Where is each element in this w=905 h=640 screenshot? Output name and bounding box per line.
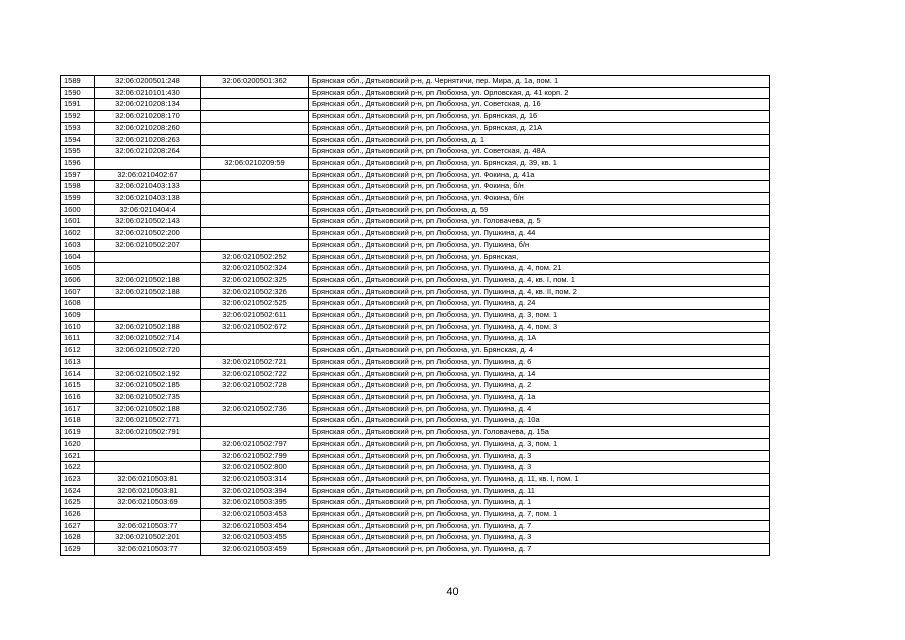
row-number: 1602	[61, 228, 95, 240]
address-cell: Брянская обл., Дятьковский р-н, д. Чернятичи, пер. Мира, д. 1а, пом. 1	[309, 76, 770, 88]
land-cadastral-number: 32:06:0210502:188	[95, 403, 201, 415]
row-number: 1622	[61, 462, 95, 474]
object-cadastral-number	[201, 122, 309, 134]
address-cell: Брянская обл., Дятьковский р-н, рп Любохна, ул. Пушкина, д. 2	[309, 380, 770, 392]
land-cadastral-number: 32:06:0210503:69	[95, 497, 201, 509]
object-cadastral-number: 32:06:0210502:611	[201, 310, 309, 322]
table-row	[61, 345, 770, 357]
address-cell: Брянская обл., Дятьковский р-н, рп Любохна, ул. Пушкина, д. 24	[309, 298, 770, 310]
row-number: 1596	[61, 157, 95, 169]
address-cell: Брянская обл., Дятьковский р-н, рп Любохна, ул. Пушкина, д. 3	[309, 462, 770, 474]
row-number: 1627	[61, 520, 95, 532]
address-cell: Брянская обл., Дятьковский р-н, рп Любохна, ул. Орловская, д. 41 корп. 2	[309, 87, 770, 99]
address-cell: Брянская обл., Дятьковский р-н, рп Любохна, ул. Брянская, д. 39, кв. 1	[309, 157, 770, 169]
land-cadastral-number: 32:06:0210503:77	[95, 544, 201, 556]
row-number: 1619	[61, 427, 95, 439]
address-cell: Брянская обл., Дятьковский р-н, рп Любохна, д. 1	[309, 134, 770, 146]
address-cell: Брянская обл., Дятьковский р-н, рп Любохна, ул. Пушкина, б/н	[309, 239, 770, 251]
address-cell: Брянская обл., Дятьковский р-н, рп Любохна, ул. Пушкина, д. 1	[309, 497, 770, 509]
object-cadastral-number	[201, 87, 309, 99]
land-cadastral-number: 32:06:0210208:264	[95, 146, 201, 158]
address-cell: Брянская обл., Дятьковский р-н, рп Любохна, ул. Пушкина, д. 4, кв. I, пом. 1	[309, 274, 770, 286]
address-cell: Брянская обл., Дятьковский р-н, рп Любохна, ул. Советская, д. 48А	[309, 146, 770, 158]
object-cadastral-number: 32:06:0210503:453	[201, 509, 309, 521]
address-cell: Брянская обл., Дятьковский р-н, рп Любохна, ул. Пушкина, д. 7	[309, 520, 770, 532]
table-row	[61, 286, 770, 298]
table-row	[61, 134, 770, 146]
object-cadastral-number	[201, 204, 309, 216]
address-cell: Брянская обл., Дятьковский р-н, рп Любохна, ул. Пушкина, д. 4	[309, 403, 770, 415]
land-cadastral-number: 32:06:0210502:791	[95, 427, 201, 439]
object-cadastral-number	[201, 239, 309, 251]
land-cadastral-number: 32:06:0210208:134	[95, 99, 201, 111]
object-cadastral-number: 32:06:0210502:324	[201, 263, 309, 275]
address-cell: Брянская обл., Дятьковский р-н, рп Любохна, ул. Пушкина, д. 4, пом. 3	[309, 321, 770, 333]
land-cadastral-number	[95, 263, 201, 275]
row-number: 1606	[61, 274, 95, 286]
row-number: 1623	[61, 473, 95, 485]
object-cadastral-number	[201, 427, 309, 439]
object-cadastral-number	[201, 228, 309, 240]
land-cadastral-number: 32:06:0210502:188	[95, 321, 201, 333]
table-row	[61, 403, 770, 415]
address-cell: Брянская обл., Дятьковский р-н, рп Любохна, ул. Пушкина, д. 11	[309, 485, 770, 497]
row-number: 1620	[61, 438, 95, 450]
land-cadastral-number	[95, 298, 201, 310]
row-number: 1599	[61, 193, 95, 205]
address-cell: Брянская обл., Дятьковский р-н, рп Любохна, ул. Фокина, б/н	[309, 193, 770, 205]
address-cell: Брянская обл., Дятьковский р-н, рп Любохна, ул. Пушкина, д. 7, пом. 1	[309, 509, 770, 521]
table-row	[61, 450, 770, 462]
table-row	[61, 509, 770, 521]
object-cadastral-number: 32:06:0210503:455	[201, 532, 309, 544]
row-number: 1616	[61, 391, 95, 403]
land-cadastral-number: 32:06:0210502:714	[95, 333, 201, 345]
address-cell: Брянская обл., Дятьковский р-н, рп Любохна, ул. Брянская, д. 16	[309, 111, 770, 123]
land-cadastral-number: 32:06:0210403:133	[95, 181, 201, 193]
row-number: 1598	[61, 181, 95, 193]
row-number: 1605	[61, 263, 95, 275]
object-cadastral-number: 32:06:0210502:722	[201, 368, 309, 380]
address-cell: Брянская обл., Дятьковский р-н, рп Любохна, ул. Головачева, д. 15а	[309, 427, 770, 439]
object-cadastral-number: 32:06:0210502:736	[201, 403, 309, 415]
object-cadastral-number	[201, 111, 309, 123]
address-cell: Брянская обл., Дятьковский р-н, рп Любохна, ул. Пушкина, д. 1а	[309, 391, 770, 403]
row-number: 1610	[61, 321, 95, 333]
object-cadastral-number: 32:06:0210503:395	[201, 497, 309, 509]
row-number: 1625	[61, 497, 95, 509]
table-row	[61, 520, 770, 532]
land-cadastral-number: 32:06:0210502:188	[95, 286, 201, 298]
object-cadastral-number	[201, 193, 309, 205]
row-number: 1614	[61, 368, 95, 380]
table-row	[61, 228, 770, 240]
land-cadastral-number	[95, 310, 201, 322]
object-cadastral-number	[201, 415, 309, 427]
land-cadastral-number: 32:06:0210502:143	[95, 216, 201, 228]
table-row	[61, 438, 770, 450]
address-cell: Брянская обл., Дятьковский р-н, рп Любохна, д. 59	[309, 204, 770, 216]
land-cadastral-number: 32:06:0210502:201	[95, 532, 201, 544]
address-cell: Брянская обл., Дятьковский р-н, рп Любохна, ул. Советская, д. 16	[309, 99, 770, 111]
row-number: 1615	[61, 380, 95, 392]
land-cadastral-number	[95, 438, 201, 450]
row-number: 1607	[61, 286, 95, 298]
object-cadastral-number: 32:06:0210503:459	[201, 544, 309, 556]
land-cadastral-number: 32:06:0210403:138	[95, 193, 201, 205]
address-cell: Брянская обл., Дятьковский р-н, рп Любохна, ул. Пушкина, д. 11, кв. I, пом. 1	[309, 473, 770, 485]
land-cadastral-number: 32:06:0200501:248	[95, 76, 201, 88]
address-cell: Брянская обл., Дятьковский р-н, рп Любохна, ул. Пушкина, д. 3	[309, 450, 770, 462]
row-number: 1601	[61, 216, 95, 228]
table-row	[61, 380, 770, 392]
row-number: 1626	[61, 509, 95, 521]
address-cell: Брянская обл., Дятьковский р-н, рп Любохна, ул. Брянская, д. 21А	[309, 122, 770, 134]
table-row	[61, 216, 770, 228]
row-number: 1611	[61, 333, 95, 345]
table-row	[61, 157, 770, 169]
table-row	[61, 544, 770, 556]
object-cadastral-number	[201, 345, 309, 357]
table-row	[61, 391, 770, 403]
land-cadastral-number	[95, 157, 201, 169]
table-row	[61, 204, 770, 216]
land-cadastral-number: 32:06:0210502:200	[95, 228, 201, 240]
object-cadastral-number: 32:06:0210502:525	[201, 298, 309, 310]
object-cadastral-number	[201, 216, 309, 228]
row-number: 1629	[61, 544, 95, 556]
address-cell: Брянская обл., Дятьковский р-н, рп Любохна, ул. Пушкина, д. 3, пом. 1	[309, 310, 770, 322]
row-number: 1595	[61, 146, 95, 158]
land-cadastral-number: 32:06:0210101:430	[95, 87, 201, 99]
address-cell: Брянская обл., Дятьковский р-н, рп Любохна, ул. Пушкина, д. 3, пом. 1	[309, 438, 770, 450]
land-cadastral-number	[95, 462, 201, 474]
object-cadastral-number	[201, 391, 309, 403]
address-cell: Брянская обл., Дятьковский р-н, рп Любохна, ул. Пушкина, д. 1А	[309, 333, 770, 345]
table-row	[61, 321, 770, 333]
land-cadastral-number: 32:06:0210502:188	[95, 274, 201, 286]
table-row	[61, 146, 770, 158]
table-row	[61, 427, 770, 439]
row-number: 1590	[61, 87, 95, 99]
object-cadastral-number: 32:06:0210502:721	[201, 356, 309, 368]
row-number: 1613	[61, 356, 95, 368]
land-cadastral-number	[95, 509, 201, 521]
row-number: 1591	[61, 99, 95, 111]
object-cadastral-number: 32:06:0210502:326	[201, 286, 309, 298]
object-cadastral-number	[201, 181, 309, 193]
land-cadastral-number: 32:06:0210503:81	[95, 485, 201, 497]
address-cell: Брянская обл., Дятьковский р-н, рп Любохна, ул. Головачева, д. 5	[309, 216, 770, 228]
table-row	[61, 485, 770, 497]
table-row	[61, 87, 770, 99]
table-row	[61, 274, 770, 286]
row-number: 1624	[61, 485, 95, 497]
table-row	[61, 193, 770, 205]
row-number: 1618	[61, 415, 95, 427]
land-cadastral-number	[95, 356, 201, 368]
table-row	[61, 251, 770, 263]
table-row	[61, 239, 770, 251]
object-cadastral-number: 32:06:0210209:59	[201, 157, 309, 169]
object-cadastral-number: 32:06:0210502:672	[201, 321, 309, 333]
table-row	[61, 415, 770, 427]
address-cell: Брянская обл., Дятьковский р-н, рп Любохна, ул. Пушкина, д. 3	[309, 532, 770, 544]
object-cadastral-number: 32:06:0210502:800	[201, 462, 309, 474]
land-cadastral-number: 32:06:0210404:4	[95, 204, 201, 216]
table-body	[61, 76, 770, 556]
object-cadastral-number: 32:06:0210502:797	[201, 438, 309, 450]
row-number: 1594	[61, 134, 95, 146]
object-cadastral-number	[201, 169, 309, 181]
address-cell: Брянская обл., Дятьковский р-н, рп Любохна, ул. Пушкина, д. 44	[309, 228, 770, 240]
row-number: 1592	[61, 111, 95, 123]
table-row	[61, 368, 770, 380]
object-cadastral-number	[201, 99, 309, 111]
object-cadastral-number: 32:06:0210503:314	[201, 473, 309, 485]
object-cadastral-number: 32:06:0210502:325	[201, 274, 309, 286]
address-cell: Брянская обл., Дятьковский р-н, рп Любохна, ул. Пушкина, д. 4, пом. 21	[309, 263, 770, 275]
address-cell: Брянская обл., Дятьковский р-н, рп Любохна, ул. Пушкина, д. 7	[309, 544, 770, 556]
address-cell: Брянская обл., Дятьковский р-н, рп Любохна, ул. Пушкина, д. 4, кв. II, пом. 2	[309, 286, 770, 298]
address-cell: Брянская обл., Дятьковский р-н, рп Любохна, ул. Пушкина, д. 10а	[309, 415, 770, 427]
object-cadastral-number: 32:06:0200501:362	[201, 76, 309, 88]
address-cell: Брянская обл., Дятьковский р-н, рп Любохна, ул. Пушкина, д. 14	[309, 368, 770, 380]
table-row	[61, 99, 770, 111]
land-cadastral-number: 32:06:0210208:260	[95, 122, 201, 134]
row-number: 1628	[61, 532, 95, 544]
land-cadastral-number: 32:06:0210502:735	[95, 391, 201, 403]
object-cadastral-number: 32:06:0210503:454	[201, 520, 309, 532]
object-cadastral-number: 32:06:0210502:728	[201, 380, 309, 392]
address-cell: Брянская обл., Дятьковский р-н, рп Любохна, ул. Брянская,	[309, 251, 770, 263]
address-cell: Брянская обл., Дятьковский р-н, рп Любохна, ул. Брянская, д. 4	[309, 345, 770, 357]
row-number: 1621	[61, 450, 95, 462]
land-cadastral-number: 32:06:0210502:192	[95, 368, 201, 380]
row-number: 1597	[61, 169, 95, 181]
row-number: 1617	[61, 403, 95, 415]
land-cadastral-number: 32:06:0210502:771	[95, 415, 201, 427]
row-number: 1604	[61, 251, 95, 263]
row-number: 1600	[61, 204, 95, 216]
address-cell: Брянская обл., Дятьковский р-н, рп Любохна, ул. Фокина, б/н	[309, 181, 770, 193]
table-row	[61, 263, 770, 275]
land-cadastral-number: 32:06:0210502:207	[95, 239, 201, 251]
land-cadastral-number: 32:06:0210502:720	[95, 345, 201, 357]
land-cadastral-number: 32:06:0210402:67	[95, 169, 201, 181]
object-cadastral-number: 32:06:0210503:394	[201, 485, 309, 497]
table-row	[61, 169, 770, 181]
land-cadastral-number: 32:06:0210208:170	[95, 111, 201, 123]
page-number: 40	[446, 586, 459, 598]
land-cadastral-number: 32:06:0210503:81	[95, 473, 201, 485]
land-cadastral-number: 32:06:0210503:77	[95, 520, 201, 532]
table-row	[61, 122, 770, 134]
table-row	[61, 356, 770, 368]
row-number: 1603	[61, 239, 95, 251]
table-row	[61, 76, 770, 88]
row-number: 1608	[61, 298, 95, 310]
table-row	[61, 497, 770, 509]
object-cadastral-number	[201, 146, 309, 158]
table-row	[61, 181, 770, 193]
table-row	[61, 473, 770, 485]
cadastral-table	[60, 75, 770, 556]
table-row	[61, 532, 770, 544]
object-cadastral-number	[201, 134, 309, 146]
row-number: 1612	[61, 345, 95, 357]
table-row	[61, 310, 770, 322]
object-cadastral-number	[201, 333, 309, 345]
address-cell: Брянская обл., Дятьковский р-н, рп Любохна, ул. Пушкина, д. 6	[309, 356, 770, 368]
table-row	[61, 298, 770, 310]
land-cadastral-number	[95, 450, 201, 462]
land-cadastral-number: 32:06:0210502:185	[95, 380, 201, 392]
table-row	[61, 111, 770, 123]
address-cell: Брянская обл., Дятьковский р-н, рп Любохна, ул. Фокина, д. 41а	[309, 169, 770, 181]
object-cadastral-number: 32:06:0210502:799	[201, 450, 309, 462]
object-cadastral-number: 32:06:0210502:252	[201, 251, 309, 263]
table-row	[61, 462, 770, 474]
land-cadastral-number	[95, 251, 201, 263]
table-row	[61, 333, 770, 345]
row-number: 1593	[61, 122, 95, 134]
row-number: 1609	[61, 310, 95, 322]
row-number: 1589	[61, 76, 95, 88]
land-cadastral-number: 32:06:0210208:263	[95, 134, 201, 146]
